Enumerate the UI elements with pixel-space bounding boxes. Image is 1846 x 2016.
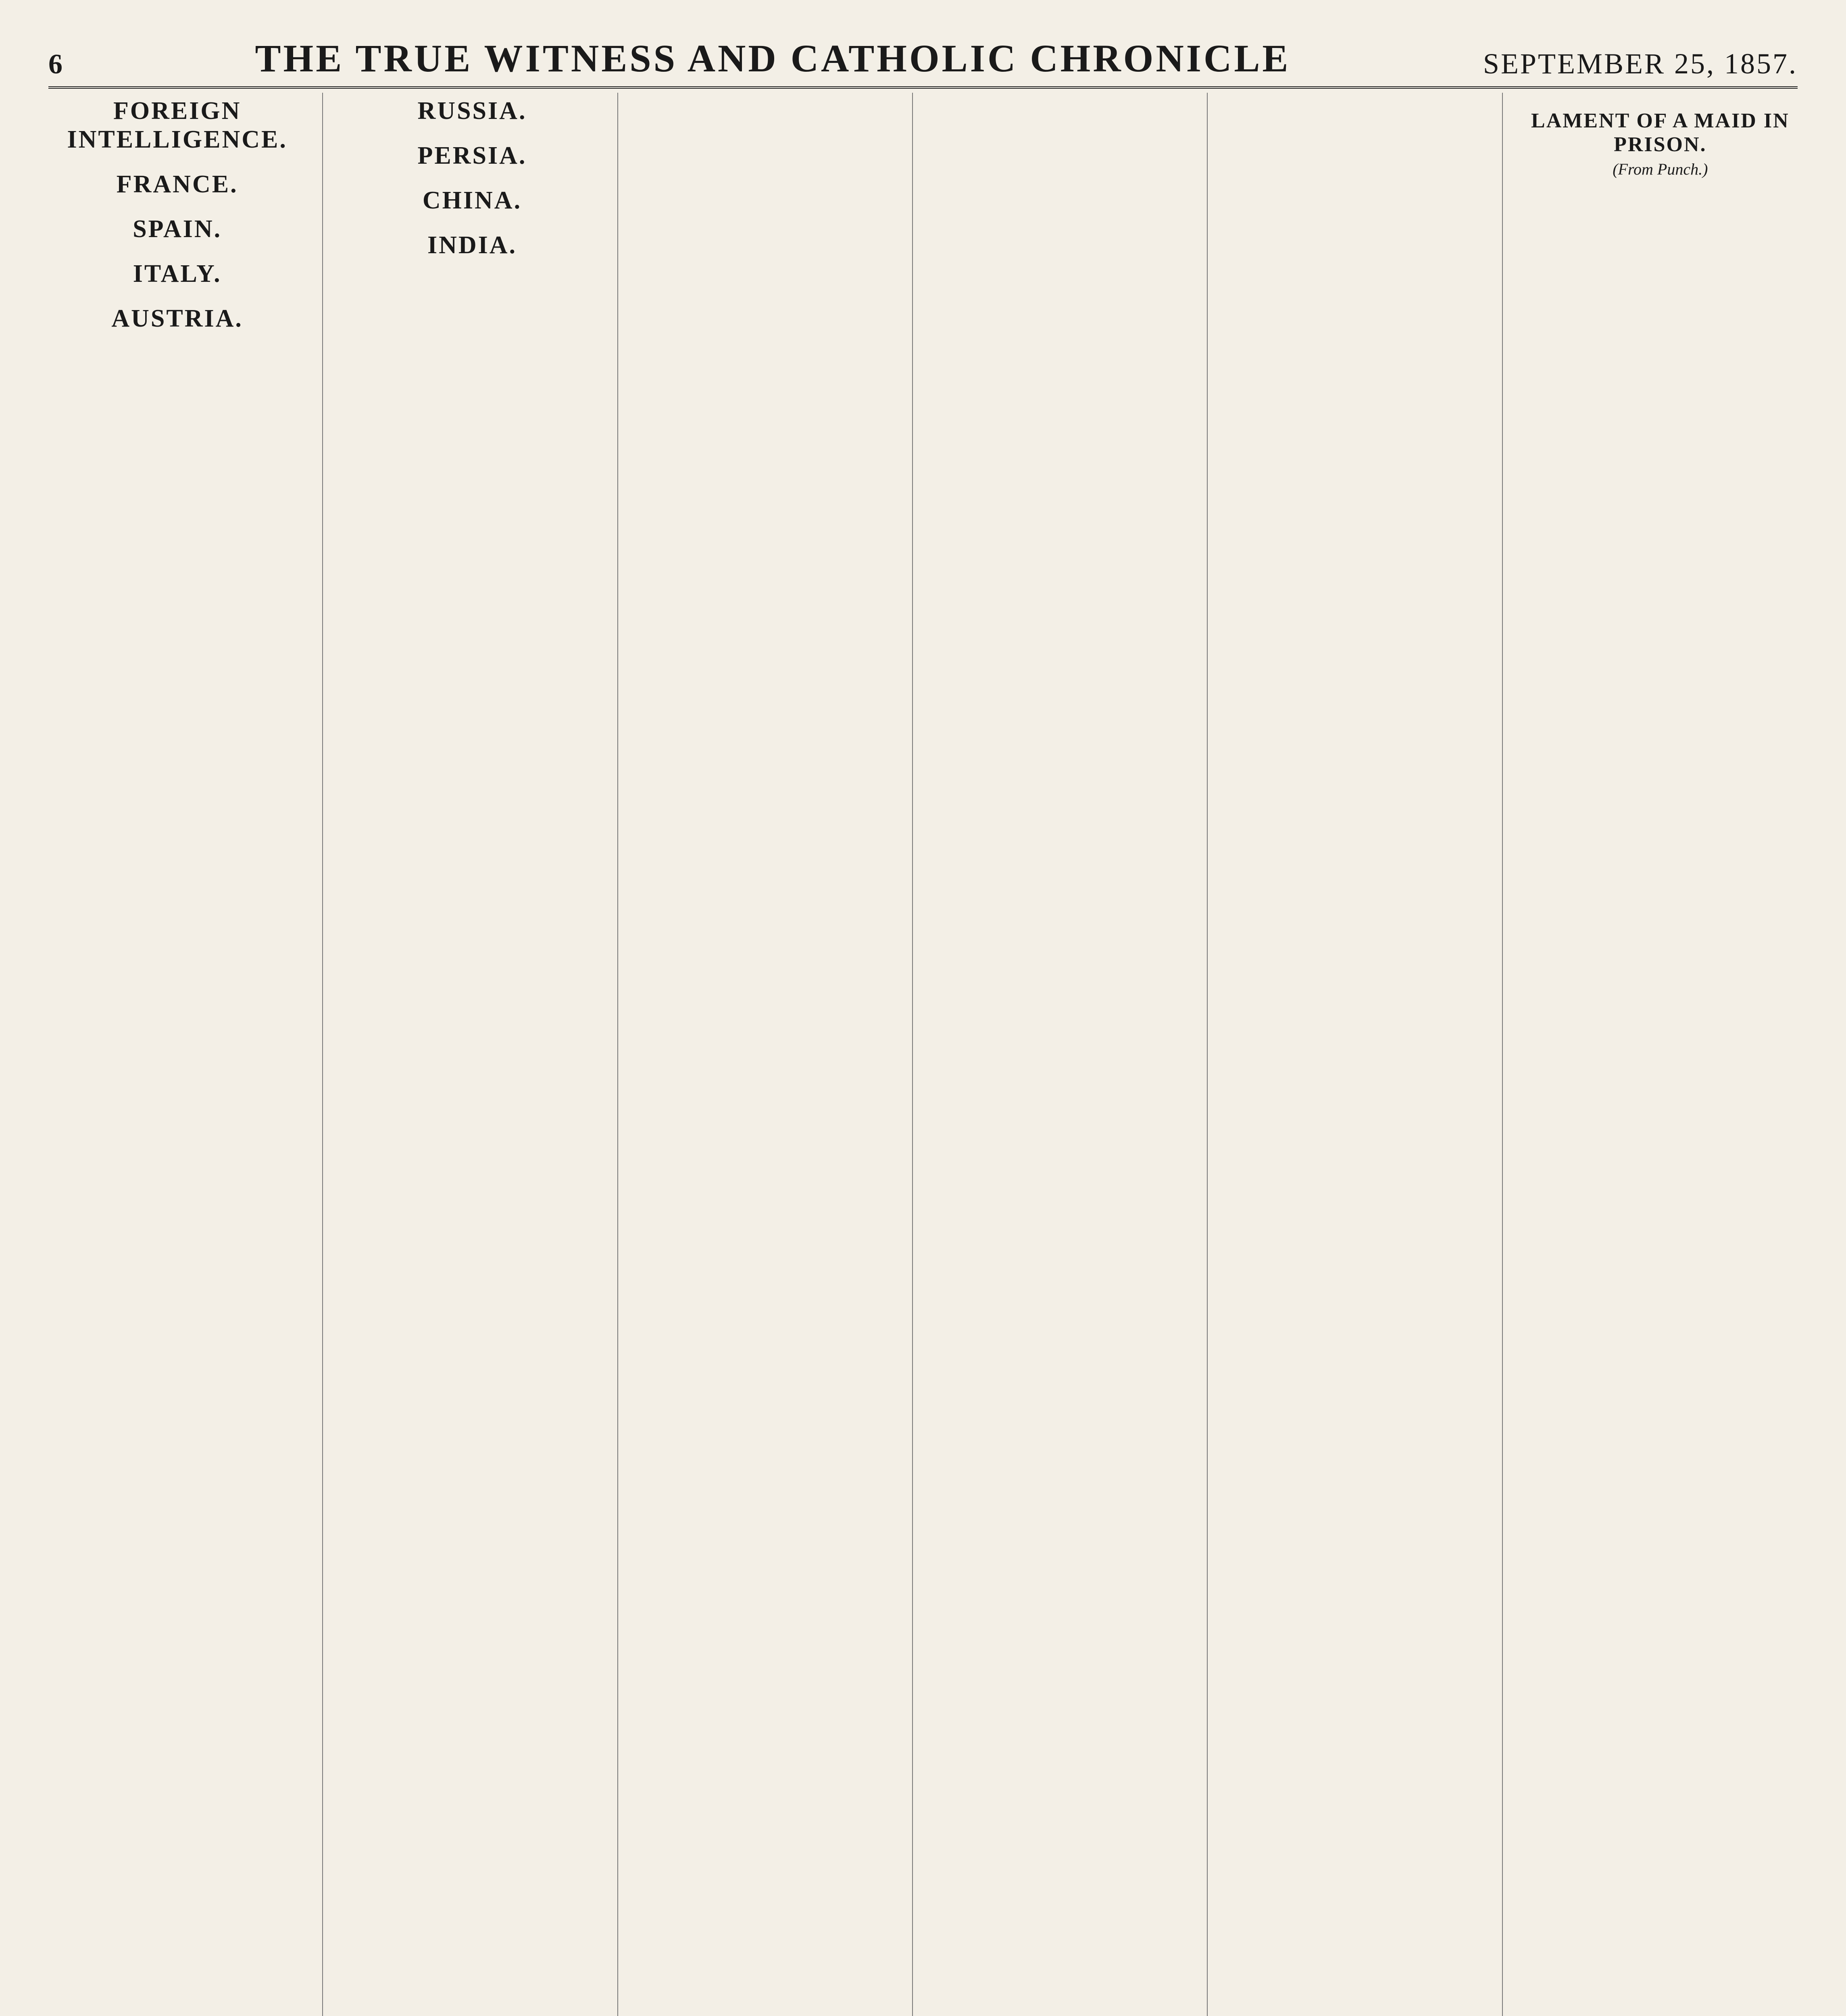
section-heading: PERSIA. bbox=[417, 142, 527, 169]
section-heading: SPAIN. bbox=[133, 215, 222, 243]
section-heading: ITALY. bbox=[133, 260, 222, 287]
column-1 bbox=[48, 93, 323, 2016]
section-heading: FOREIGN INTELLIGENCE. bbox=[67, 97, 288, 153]
section-heading: FRANCE. bbox=[116, 171, 238, 198]
section-heading: AUSTRIA. bbox=[111, 305, 243, 332]
column-6 bbox=[1523, 93, 1798, 2016]
section-heading: CHINA. bbox=[422, 187, 522, 214]
masthead bbox=[48, 16, 1798, 89]
column-5 bbox=[1228, 93, 1502, 2016]
section-heading: INDIA. bbox=[427, 231, 517, 259]
section-heading: RUSSIA. bbox=[417, 97, 527, 125]
column-4 bbox=[933, 93, 1208, 2016]
page-number: 6 bbox=[48, 49, 63, 80]
column-3 bbox=[638, 93, 913, 2016]
poem-title: LAMENT OF A MAID IN PRISON. bbox=[1531, 109, 1790, 156]
issue-date: SEPTEMBER 25, 1857. bbox=[1483, 48, 1798, 80]
poem-source: (From Punch.) bbox=[1613, 160, 1708, 178]
newspaper-title: THE TRUE WITNESS AND CATHOLIC CHRONICLE bbox=[255, 37, 1291, 80]
page-columns bbox=[48, 93, 1798, 2016]
column-2 bbox=[343, 93, 618, 2016]
